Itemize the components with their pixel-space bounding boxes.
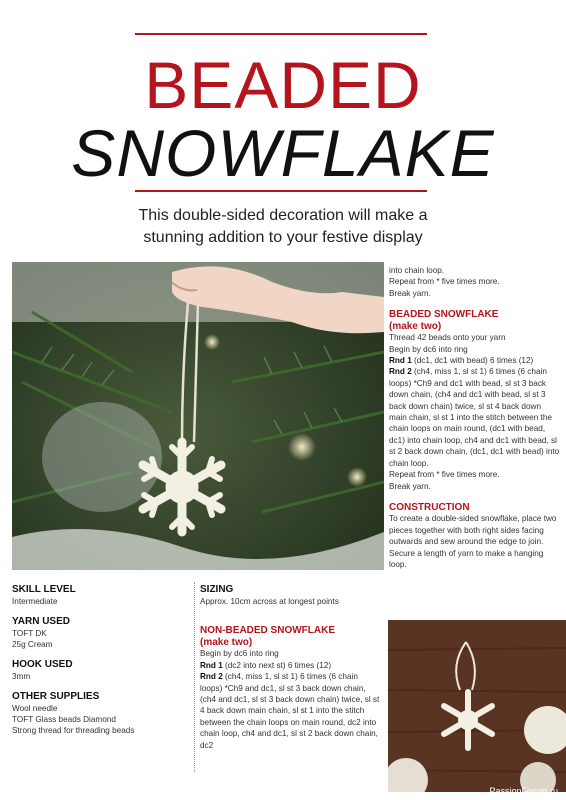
hook-section [12, 659, 192, 682]
non-beaded-rnd2-label: Rnd 2 [200, 672, 223, 682]
non-beaded-heading: NON-BEADED SNOWFLAKE [200, 625, 335, 637]
non-beaded-rnd2 [200, 671, 382, 751]
snowflake-photo [12, 262, 384, 570]
non-beaded-intro: Begin by dc6 into ring [200, 649, 279, 659]
non-beaded-subheading: (make two) [200, 636, 253, 648]
beaded-rnd2-text: (ch4, miss 1, sl st 1) 6 times (6 chain loops) *Ch9 and dc1 with bead, sl st 3 back down chain, (ch4 and dc1 with bead, sl st 3 back down chain) twice, sl st 4 back down main chain, sl st 1 into the stitch between the chain loops on main round, (dc1 with bead, dc1) into chain loop, ch4 and dc1 with bead, sl st 2 back down chain, (dc1, dc1 with bead) into chain loop. [389, 367, 560, 468]
sizing-value: Approx. 10cm across at longest points [200, 597, 339, 606]
skill-value: Intermediate [12, 597, 58, 606]
subtitle [60, 205, 506, 249]
beaded-intro1: Thread 42 beads onto your yarn [389, 333, 506, 343]
title-line1: BEADED [144, 48, 422, 122]
continuation-line2: Repeat from * five times more. [389, 277, 500, 287]
wood-photo-illustration [388, 620, 566, 792]
beaded-subheading: (make two) [389, 320, 442, 332]
construction-p2: Secure a length of yarn to make a hanging loop. [389, 548, 544, 570]
yarn-section [12, 616, 192, 650]
supplies-line3: Strong thread for threading beads [12, 726, 135, 735]
skill-section [12, 584, 192, 607]
yarn-line2: 25g Cream [12, 640, 53, 649]
beaded-rnd1-text: (dc1, dc1 with bead) 6 times (12) [411, 356, 534, 366]
info-column [12, 584, 192, 745]
beaded-heading: BEADED SNOWFLAKE [389, 309, 499, 321]
pattern-column [200, 584, 382, 751]
non-beaded-rnd1-text: (dc2 into next st) 6 times (12) [222, 660, 332, 670]
supplies-line2: TOFT Glass beads Diamond [12, 715, 116, 724]
column-divider [194, 582, 195, 772]
non-beaded-rnd1 [200, 660, 382, 671]
subtitle-line2: stunning addition to your festive display [143, 229, 423, 246]
bottom-rule [135, 190, 427, 192]
beaded-break: Break yarn. [389, 481, 431, 491]
beaded-repeat: Repeat from * five times more. [389, 470, 500, 480]
non-beaded-rnd2-text: (ch4, miss 1, sl st 1) 6 times (6 chain loops) *Ch9 and dc1, sl st 3 back down chain, (ch4 and dc1, sl st 3 back down chain) twice, sl st 4 back down main chain, sl st 1 into the stitch between the chain loops on main round, dc2 into chain loop, ch4 and dc1, sl st 2 back down chain, dc2 [200, 672, 380, 750]
title-line2: SNOWFLAKE [71, 116, 495, 190]
beaded-rnd1 [389, 355, 561, 366]
top-rule [135, 33, 427, 35]
hook-heading: HOOK USED [12, 659, 73, 670]
right-column-text [389, 265, 561, 570]
yarn-line1: TOFT DK [12, 629, 47, 638]
beaded-rnd2 [389, 366, 561, 469]
beaded-rnd1-label: Rnd 1 [389, 356, 412, 366]
non-beaded-rnd1-label: Rnd 1 [200, 660, 223, 670]
subtitle-line1: This double-sided decoration will make a [138, 207, 428, 224]
supplies-section [12, 691, 192, 736]
skill-heading: SKILL LEVEL [12, 584, 76, 595]
construction-p1: To create a double-sided snowflake, place two pieces together with both right sides facing outwards and sew around the edge to join. [389, 514, 557, 547]
sizing-heading: SIZING [200, 584, 234, 595]
supplies-line1: Wool needle [12, 704, 58, 713]
snowflake-on-wood-photo [388, 620, 566, 792]
site-watermark: PassionForum.ru [489, 786, 558, 796]
supplies-heading: OTHER SUPPLIES [12, 691, 100, 702]
beaded-rnd2-label: Rnd 2 [389, 367, 412, 377]
yarn-heading: YARN USED [12, 616, 70, 627]
hook-value: 3mm [12, 672, 31, 681]
continuation-line1: into chain loop. [389, 266, 445, 275]
construction-heading: CONSTRUCTION [389, 501, 470, 513]
beaded-intro2: Begin by dc6 into ring [389, 344, 468, 354]
snowflake-photo-illustration [12, 262, 384, 570]
continuation-line3: Break yarn. [389, 288, 431, 298]
